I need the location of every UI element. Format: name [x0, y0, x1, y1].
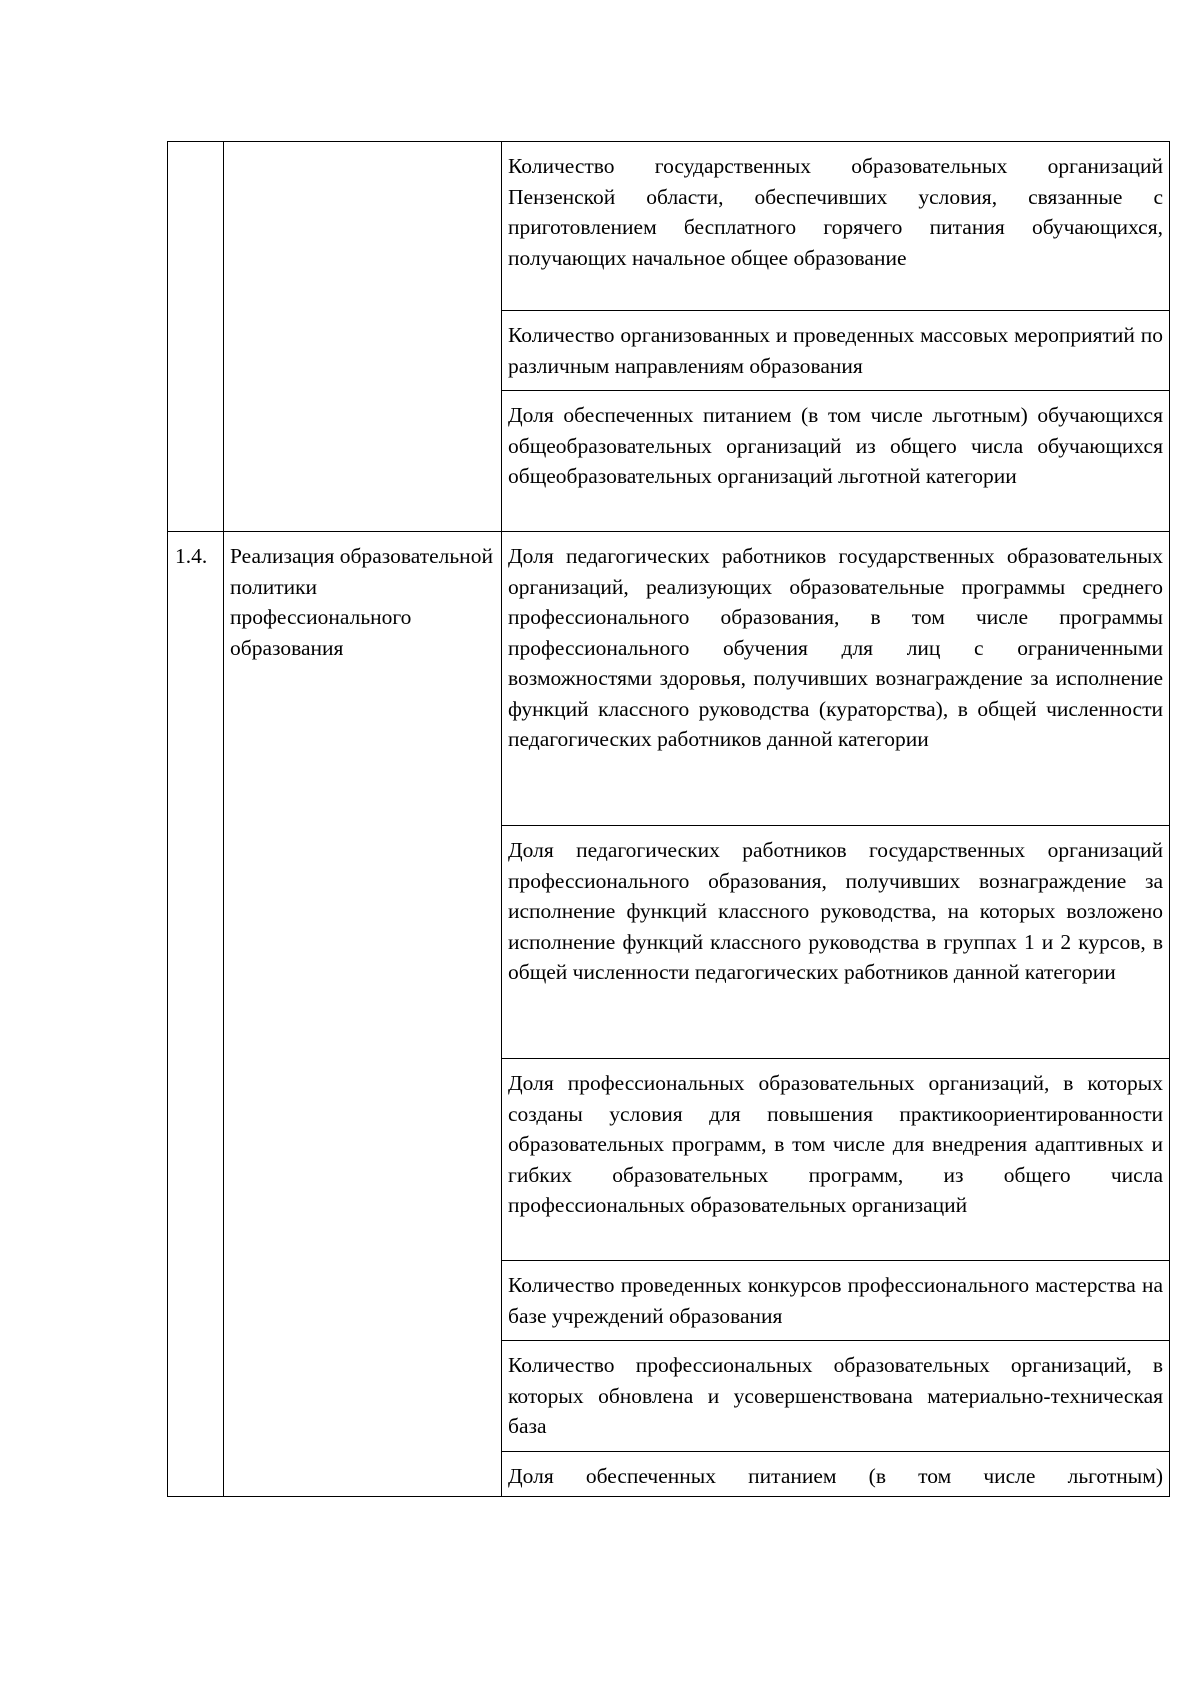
indicator-cell-text: Доля обеспеченных питанием (в том числе льготным): [508, 1464, 1163, 1488]
indicators-table: [167, 141, 1170, 1497]
indicator-cell: Доля профессиональных образовательных организаций, в которых созданы условия для повышения практикоориентированности образовательных программ, в том числе для внедрения адаптивных и гибких образовательных программ, из общего числа профессиональных образовательных организаций: [502, 1059, 1170, 1261]
section-name-cell: [224, 142, 502, 532]
indicator-cell: Доля педагогических работников государственных организаций профессионального образования, получивших вознаграждение за исполнение функций классного руководства, на которых возложено исполнение функций классного руководства в группах 1 и 2 курсов, в общей численности педагогических работников данной категории: [502, 826, 1170, 1059]
section-name-cell: Реализация образовательной политики профессионального образования: [224, 532, 502, 1497]
table-row: [168, 532, 1170, 826]
indicator-cell: Количество государственных образовательных организаций Пензенской области, обеспечивших условия, связанные с приготовлением бесплатного горячего питания обучающихся, получающих начальное общее образование: [502, 142, 1170, 311]
indicator-cell: Количество организованных и проведенных массовых мероприятий по различным направлениям образования: [502, 311, 1170, 391]
indicator-cell: [502, 1452, 1170, 1497]
row-number-cell: [168, 142, 224, 532]
indicator-cell: Доля педагогических работников государственных образовательных организаций, реализующих образовательные программы среднего профессионального образования, в том числе программы профессионального обучения для лиц с ограниченными возможностями здоровья, получивших вознаграждение за исполнение функций классного руководства (кураторства), в общей численности педагогических работников данной категории: [502, 532, 1170, 826]
indicator-cell: Доля обеспеченных питанием (в том числе льготным) обучающихся общеобразовательных организаций из общего числа обучающихся общеобразовательных организаций льготной категории: [502, 391, 1170, 532]
row-number-cell: 1.4.: [168, 532, 224, 1497]
indicator-cell: Количество профессиональных образовательных организаций, в которых обновлена и усовершенствована материально-техническая база: [502, 1341, 1170, 1452]
table-row: [168, 142, 1170, 311]
indicator-cell: Количество проведенных конкурсов профессионального мастерства на базе учреждений образования: [502, 1261, 1170, 1341]
